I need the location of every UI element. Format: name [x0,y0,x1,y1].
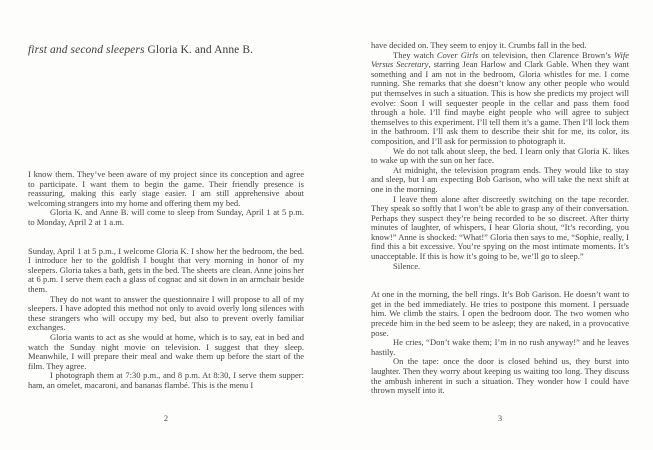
chapter-title-names: Gloria K. and Anne B. [147,44,254,56]
text-run: Sunday, April 1 at 5 p.m., I welcome Gloria K. I show her the bedroom, the bed. I introduce her to the goldfish I bought that very morning in honor of my sleepers. Gloria takes a bath, gets in the bed. The sheets are clean. Anne joins her at 6 p.m. I serve them each a glass of cognac and sit down in an armchair beside them. [28,245,304,294]
page-right-body [371,41,629,396]
text-run: At one in the morning, the bell rings. It’s Bob Garison. He doesn’t want to get in the bed immediately. He tries to postpone this moment. I persuade him. We climb the stairs. I open the bedroom door. The two women who precede him in the bed seem to be asleep; they are naked, in a provocative pose. [371,289,629,338]
text-run: On the tape: once the door is closed behind us, they burst into laughter. Then they worry about keeping us waiting too long. They discuss the ambush inherent in such a situation. They wonder how I could have thrown myself into it. [371,356,629,396]
paragraph [28,170,304,208]
paragraph [371,166,629,195]
paragraph [371,147,629,166]
paragraph [28,333,304,371]
text-run: We do not talk about sleep, the bed. I learn only that Gloria K. likes to wake up with the sun on her face. [371,145,629,166]
page-right [371,0,629,450]
paragraph [371,262,629,272]
page-left-body [28,170,304,390]
paragraph [371,195,629,262]
text-run: Silence. [393,260,421,271]
paragraph [28,208,304,227]
text-run: At midnight, the television program ends. They would like to stay and sleep, but I am expecting Bob Garison, who will take the next shift at one in the morning. [371,164,629,194]
text-run: Gloria wants to act as she would at home, which is to say, eat in bed and watch the Sunday night movie on television. I suggest that they sleep. Meanwhile, I will prepare their meal and wake them up before the start of the film. They agree. [28,331,304,371]
page-number-right: 3 [497,413,503,423]
paragraph [371,338,629,357]
page-left [28,0,304,450]
paragraph [28,247,304,295]
text-run-italic: Cover Girls [436,49,479,60]
text-run: He cries, “Don’t wake them; I’m in no rush anyway!” and he leaves hastily. [371,337,629,357]
text-run: on television, then Clarence Brown’s [478,49,614,60]
chapter-title-italic: first and second sleepers [28,44,145,56]
text-run: Gloria K. and Anne B. will come to sleep from Sunday, April 1 at 5 p.m. to Monday, April 2 at 1 a.m. [28,207,304,227]
text-run-italic: Wife Versus Secretary [371,49,629,70]
paragraph [371,357,629,395]
text-run: have decided on. They seem to enjoy it. Crumbs fall in the bed. [371,40,587,50]
page-number-left: 2 [163,413,169,423]
text-run: I leave them alone after discreetly switching on the tape recorder. They speak so softly that I won’t be able to grasp any of their conversation. Perhaps they suspect they’re being recorded to be so discreet. After thirty minutes of laughter, of whispers, I hear Gloria shout, “It’s recording, you know!” Anne is shocked: “What!” Gloria then says to me, “Sophie, really, I find this a bit excessive. You’re spying on the most intimate moments. It’s unacceptable. If this is how it’s going to be, we’ll go to sleep.” [371,193,629,262]
text-run: They watch [393,49,437,60]
text-run: I know them. They’ve been aware of my project since its conception and agree to participate. I want them to begin the game. Their friendly presence is reassuring, making this early stage easier. I am still apprehensive about welcoming strangers into my home and offering them my bed. [28,169,304,208]
paragraph [28,371,304,390]
paragraph [371,290,629,338]
text-run: I photograph them at 7:30 p.m., and 8 p.m. At 8:30, I serve them supper: ham, an omelet, macaroni, and bananas flambé. This is the menu I [28,370,304,390]
paragraph [28,295,304,333]
text-run: , starring Jean Harlow and Clark Gable. When they want something and I am not in the bedroom, Gloria whistles for me. I come running. She remarks that she doesn’t know any other people who would put themselves in such a situation. This is how she predicts my project will evolve: Soon I will sequester people in the cellar and pass them food through a hole. I’ll find maybe eight people who will agree to subject themselves to this experiment. I’ll tell them it’s a game. Then I’ll lock them in the bathroom. I’ll ask them to describe their shit for me, its color, its composition, and I’ll ask for permission to photograph it. [371,59,630,146]
chapter-title [28,44,253,56]
text-run: They do not want to answer the questionnaire I will propose to all of my sleepers. I have adopted this method not only to avoid overly long silences with these strangers who will occupy my bed, but also to prevent overly familiar exchanges. [28,293,304,333]
paragraph [371,51,629,147]
